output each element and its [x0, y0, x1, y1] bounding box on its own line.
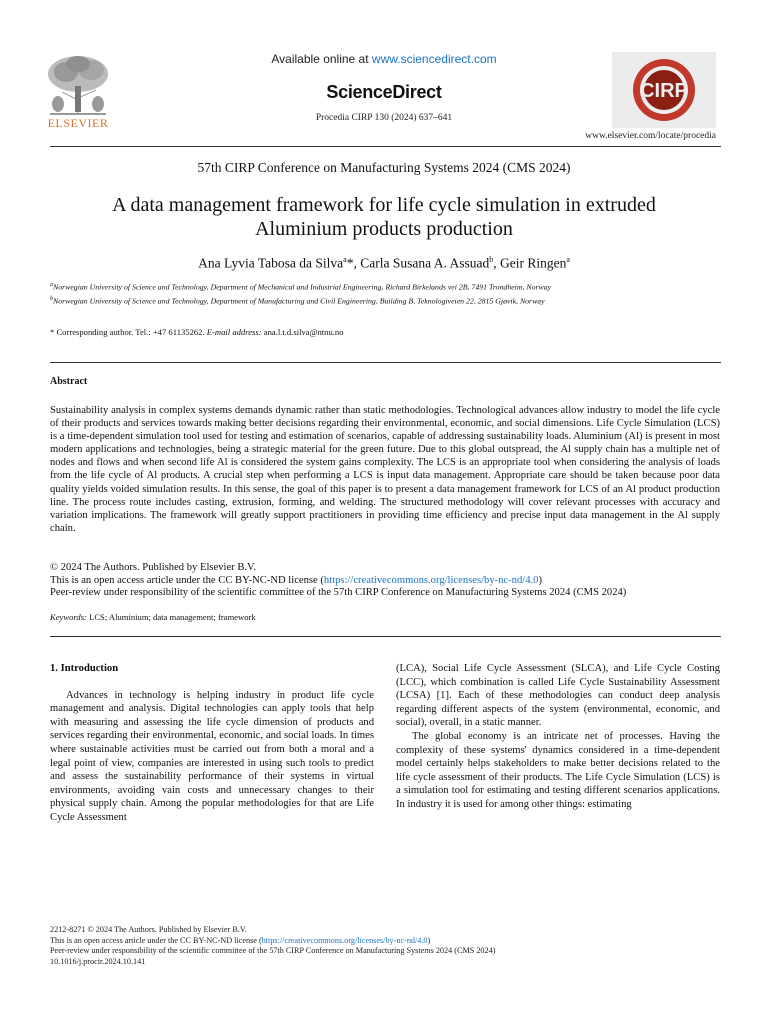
intro-paragraph-2: The global economy is an intricate net of processes. Having the complexity of these systems' dynamics considered in a time-dependent model certainly helps stakeholders to make better decisions related to the life cycle assessment of their products. The Life Cycle Simulation (LCS) is a simulation tool for estimating and testing different scenarios applications. In industry it is used for among other things: estimating [396, 730, 720, 810]
email-label: E-mail address: [206, 327, 262, 337]
publisher-name: ELSEVIER [47, 116, 109, 130]
abstract-top-rule [50, 362, 721, 363]
affiliation-a [50, 282, 720, 292]
affiliation-b-text: Norwegian University of Science and Technology, Department of Manufacturing and Civil Engineering, Building B, Teknologiveien 22, 2815 Gjøvik, Norway [53, 296, 545, 306]
journal-reference: Procedia CIRP 130 (2024) 637–641 [315, 113, 453, 123]
author-list: Ana Lyvia Tabosa da Silva$^a$*, Carla Susana A. Assuad$^b$, Geir Ringen$^a$ [198, 255, 570, 271]
footer-issn: 2212-8271 © 2024 The Authors. Published by Elsevier B.V. [50, 925, 247, 934]
intro-paragraph-1-cont: (LCA), Social Life Cycle Assessment (SLCA), and Life Cycle Costing (LCC), which combination is called Life Cycle Sustainability Assessment (LCSA) [1]. Each of these methodologies can conduct deep analysis regarding different aspects of the system (environmental, economic, and social), overall, in a static manner. [396, 663, 720, 729]
conference-name: 57th CIRP Conference on Manufacturing Systems 2024 (CMS 2024) [197, 160, 571, 175]
abstract-body: Sustainability analysis in complex systems demands dynamic rather than static methodologies. Technological advances allow industry to model the life cycle of their products and services towards making better decisions regarding their environmental, economic, and social dimensions. Life Cycle Simulation (LCS) is a time-dependent simulation tool used for testing and estimation of scenarios, capable of addressing sustainability loads. Aluminium (Al) is present in most modern applications and technologies, being a strategic material for the green future. Due to this global outspread, the Al supply chain has a multiple net of nodes and flows and when second life Al is considered the system gains complexity. The LCS is an appropriate tool when considering the analysis of loads from the life cycle of Al products. A crucial step when performing a LCS is input data management. Appropriate care should be taken because poor data quality yields voided simulation results. In this sense, the goal of this paper is to present a data management framework for LCS of an Al product production line. The process route includes casting, extrusion, forming, and welding. The structured methodology will cover relevant processes with accuracy and variation implications. The framework will greatly support practitioners in providing time efficiency and precise input data management in the Al supply chain. [50, 405, 720, 534]
paper-title [60, 193, 708, 241]
cirp-logo-icon [612, 52, 716, 128]
page-footer [50, 925, 730, 967]
author-1: Ana Lyvia Tabosa da Silva [198, 255, 344, 271]
intro-paragraph-1: Advances in technology is helping industry in product life cycle management and analysis. Digital technologies can apply tools that help with measuring and assessing the life cycle dimension of products and services regarding their environmental, economic, and social loads. In times where sustainable activities must be carried out from both a moral and a legal point of view, companies are interested in using such tools to predict and assess the sustainability performance of their systems in virtual environments, avoiding vain costs and unnecessary changes to their physical supply chain. Among the popular methodologies for that are Life Cycle Assessment [50, 689, 374, 823]
footer-license-prefix: This is an open access article under the CC BY-NC-ND license ( [50, 935, 262, 945]
footer-doi: 10.1016/j.procir.2024.10.141 [50, 956, 146, 966]
svg-text:CIRP: CIRP [640, 80, 688, 102]
copyright-line: © 2024 The Authors. Published by Elsevier B.V. [50, 562, 256, 573]
keywords-list: LCS; Aluminium; data management; framework [86, 612, 256, 622]
cirp-logo [612, 52, 716, 128]
affiliation-b [50, 296, 720, 306]
affiliation-a-text: Norwegian University of Science and Technology, Department of Mechanical and Industrial Engineering, Richard Birkelands vei 2B, 7491 Trondheim, Norway [53, 282, 552, 292]
left-column [50, 662, 374, 825]
available-prefix: Available online at [271, 52, 372, 66]
section-heading-introduction: 1. Introduction [50, 663, 119, 674]
license-suffix: ) [538, 574, 542, 586]
peer-review-line: Peer-review under responsibility of the scientific committee of the 57th CIRP Conference on Manufacturing Systems 2024 (CMS 2024) [50, 587, 627, 598]
title-line-2: Aluminium products production [255, 218, 513, 240]
sciencedirect-brand: ScienceDirect [326, 82, 442, 102]
email-address: ana.l.t.d.silva@ntnu.no [261, 327, 344, 337]
footer-license [50, 936, 730, 947]
affiliation-a-mark: a [50, 282, 53, 288]
license-prefix: This is an open access article under the CC BY-NC-ND license ( [50, 574, 324, 586]
title-line-1: A data management framework for life cycle simulation in extruded [112, 194, 656, 216]
footer-license-suffix: ) [427, 935, 431, 945]
author-2-affil: b [489, 255, 494, 264]
journal-website: www.elsevier.com/locate/procedia [585, 131, 716, 141]
affiliation-b-mark: b [50, 296, 53, 302]
corresponding-prefix: * Corresponding author. Tel.: +47 61135262. [50, 327, 207, 337]
corresponding-author [50, 327, 344, 337]
abstract-copyright [50, 562, 720, 600]
abstract-heading: Abstract [50, 376, 88, 387]
footer-peer-review: Peer-review under responsibility of the scientific committee of the 57th CIRP Conference on Manufacturing Systems 2024 (CMS 2024) [50, 946, 496, 955]
author-1-affil: a [343, 255, 347, 264]
header-divider [50, 146, 721, 147]
page-header [0, 0, 768, 150]
abstract-bottom-rule [50, 636, 721, 637]
keywords-label: Keywords: [50, 612, 87, 622]
author-1-corresponding-mark: * [346, 255, 354, 271]
keywords [50, 612, 256, 622]
license-line [50, 575, 720, 588]
license-link[interactable]: https://creativecommons.org/licenses/by-nc-nd/4.0 [323, 574, 539, 586]
footer-license-link[interactable]: https://creativecommons.org/licenses/by-nc-nd/4.0 [261, 935, 428, 945]
author-3-affil: a [566, 255, 570, 264]
sciencedirect-link[interactable]: www.sciencedirect.com [371, 52, 497, 66]
right-column [396, 662, 720, 812]
author-2: Carla Susana A. Assuad [360, 255, 490, 271]
author-3: Geir Ringen [499, 255, 567, 271]
